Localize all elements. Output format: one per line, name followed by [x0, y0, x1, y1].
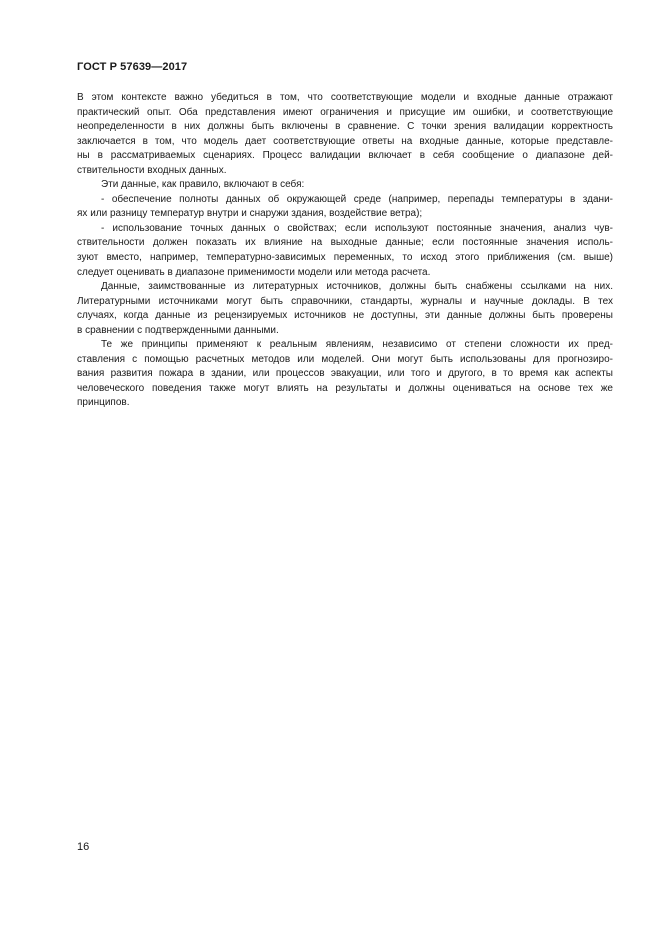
text-line: случаях, когда данные из рецензируемых источников не доступны, эти данные должны быть проверены	[77, 310, 613, 322]
text-line: ях или разницу температур внутри и снаружи здания, воздействие ветра);	[77, 208, 423, 220]
text-line: зуют вместо, например, температурно-зависимых переменных, то исход этого приближения (см. выше)	[77, 252, 613, 264]
text-line: ставления с помощью расчетных методов или моделей. Они могут быть использованы для прогнозиро-	[77, 353, 613, 365]
text-line: в сравнении с подтвержденными данными.	[77, 324, 279, 336]
text-line: - обеспечение полноты данных об окружающей среде (например, перепады температуры в здани-	[101, 193, 613, 205]
text-line: неопределенности в них должны быть включены в сравнение. С точки зрения валидации корректность	[77, 121, 613, 133]
text-line: Данные, заимствованные из литературных источников, должны быть снабжены ссылками на них.	[101, 281, 613, 293]
text-line: Те же принципы применяют к реальным явлениям, независимо от степени сложности их пред-	[101, 339, 613, 351]
text-line: ствительности должен показать их влияние на выходные данные; если постоянные значения исполь-	[77, 237, 613, 249]
text-line: ны в рассматриваемых сценариях. Процесс валидации включает в себя сообщение о диапазоне дей-	[77, 150, 613, 162]
text-line: принципов.	[77, 397, 130, 409]
text-line: человеческого поведения также могут влиять на результаты и должны оцениваться на основе тех же	[77, 382, 613, 394]
text-line: следует оценивать в диапазоне применимости модели или метода расчета.	[77, 266, 431, 278]
document-body	[77, 91, 613, 411]
text-line: - использование точных данных о свойствах; если используют постоянные значения, анализ чув-	[101, 222, 613, 234]
text-line: вания развития пожара в здании, или процессов эвакуации, или того и другого, в то время как аспекты	[77, 368, 613, 380]
text-line: Эти данные, как правило, включают в себя:	[101, 179, 305, 191]
text-line: ствительности входных данных.	[77, 164, 227, 176]
page-number: 16	[77, 841, 90, 853]
text-line: практический опыт. Оба представления имеют ограничения и присущие им ошибки, и соответствующие	[77, 106, 613, 118]
text-line: В этом контексте важно убедиться в том, что соответствующие модели и входные данные отражают	[77, 92, 613, 103]
document-header-title: ГОСТ Р 57639—2017	[77, 61, 188, 73]
text-line: заключается в том, что модель дает соответствующие ответы на входные данные, которые представле-	[77, 135, 613, 147]
text-line: Литературными источниками могут быть справочники, стандарты, журналы и научные доклады. В тех	[77, 295, 613, 307]
